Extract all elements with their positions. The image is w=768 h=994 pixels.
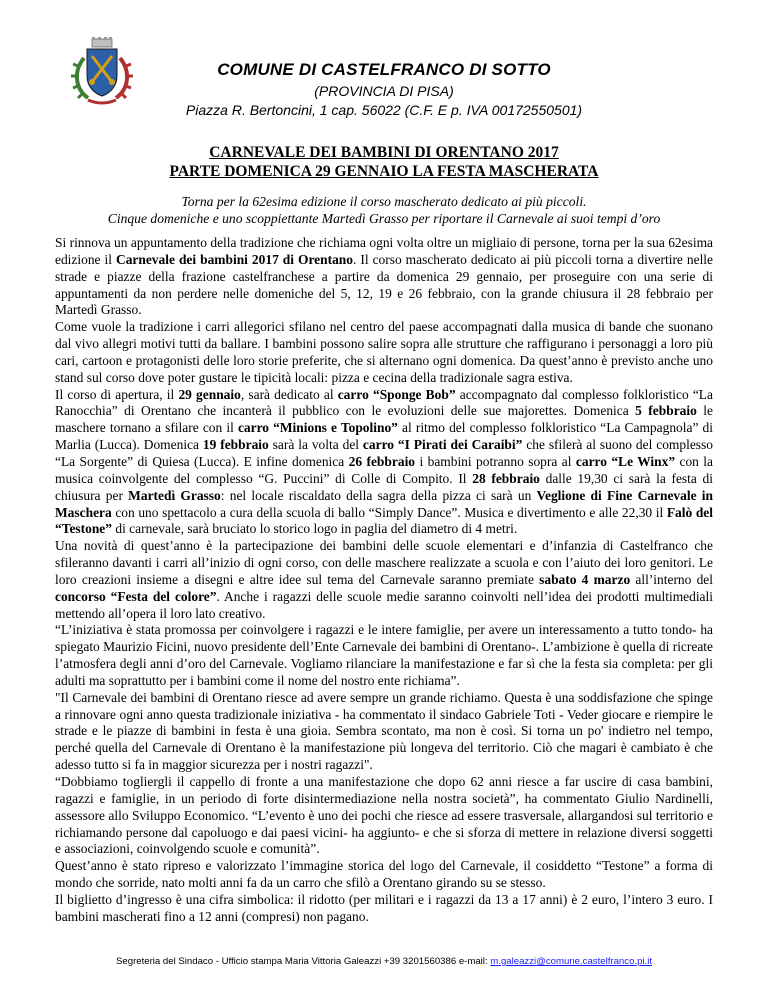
address-line: Piazza R. Bertoncini, 1 cap. 56022 (C.F. E p. IVA 00172550501) bbox=[185, 102, 583, 118]
paragraph: Una novità di quest’anno è la partecipazione dei bambini delle scuole elementari e d’infanzia di Castelfranco che sfileranno davanti i carri all’inizio di ogni corso, con delle maschere realizzate a scuola e con l’aiuto dei loro genitori. Le loro creazioni insieme a disegni e altre idee sul tema del Carnevale saranno premiate sabato 4 marzo all’interno del concorso “Festa del colore”. Anche i ragazzi delle scuole medie saranno coinvolti nell’idea dei prodotti multimediali mettendo all’opera il loro lato creativo. bbox=[55, 538, 713, 621]
title-line-1: CARNEVALE DEI BAMBINI DI ORENTANO 2017 bbox=[209, 144, 559, 161]
article-body bbox=[55, 235, 713, 926]
letterhead bbox=[120, 60, 648, 120]
paragraph: Come vuole la tradizione i carri allegorici sfilano nel centro del paese accompagnati dalla musica di bande che suonano dal vivo allegri motivi tutti da ballare. I bambini possono salire sopra alle strutture che raffigurano i personaggi a loro più cari, cartoon e protagonisti delle loro storie preferite, che si alternano ogni domenica. Da quest’anno è previsto anche uno stand sul corso dove poter gustare le tipicità locali: pizza e cecina della tradizionale sagra estiva. bbox=[55, 319, 713, 385]
paragraph: Il corso di apertura, il 29 gennaio, sarà dedicato al carro “Sponge Bob” accompagnato dal complesso folkloristico “La Ranocchia” di Orentano che incanterà il pubblico con le evoluzioni delle sue majorettes. Domenica 5 febbraio le maschere tornano a sfilare con il carro “Minions e Topolino” al ritmo del complesso folkloristico “La Campagnola” di Marlia (Lucca). Domenica 19 febbraio sarà la volta del carro “I Pirati dei Caraibi” che sfilerà al suono del complesso “La Sorgente” di Quiesa (Lucca). E infine domenica 26 febbraio i bambini potranno sopra al carro “Le Winx” con la musica coinvolgente del complesso “G. Puccini” di Colle di Compito. Il 28 febbraio dalle 19,30 ci sarà la festa di chiusura per Martedì Grasso: nel locale riscaldato della sagra della pizza ci sarà un Veglione di Fine Carnevale in Maschera con uno spettacolo a cura della scuola di ballo “Simply Dance”. Musica e divertimento e alle 22,30 il Falò del “Testone” di carnevale, sarà bruciato lo storico logo in paglia del diametro di 4 metri. bbox=[55, 386, 714, 537]
paragraph: “Dobbiamo togliergli il cappello di fronte a una manifestazione che dopo 62 anni riesce a far uscire di casa bambini, ragazzi e famiglie, in un periodo di forte disintermediazione nella nostra società”, ha commentato Giulio Nardinelli, assessore allo Sviluppo Economico. “L’evento è uno dei pochi che riesce ad essere trasversale, allargandosi sul territorio e richiamando persone dal capoluogo e dai paesi vicini- ha aggiunto- e che si sforza di mettere in relazione diversi soggetti e associazioni, coinvolgendo scuole e comunità”. bbox=[55, 774, 713, 857]
paragraph: "Il Carnevale dei bambini di Orentano riesce ad avere sempre un grande richiamo. Questa è una soddisfazione che spinge a rinnovare ogni anno questa tradizionale iniziativa - ha commentato il sindaco Gabriele Toti - Veder giocare e riempire le strade e le piazze di bambini in festa è una gioia. Sembra scontato, ma non è così. Si torna un po' indietro nel tempo, perché quella del Carnevale di Orentano è la manifestazione più longeva del territorio. Ciò che magari è cambiato è che adesso tutto si fa in maggior sicurezza per i nostri ragazzi". bbox=[55, 689, 713, 773]
footer-contact: Segreteria del Sindaco - Ufficio stampa Maria Vittoria Galeazzi +39 3201560386 e-mail: bbox=[116, 956, 491, 967]
paragraph: Il biglietto d’ingresso è una cifra simbolica: il ridotto (per militari e i ragazzi da 13 a 17 anni) è 2 euro, l’intero 3 euro. I bambini mascherati fino a 12 anni (compresi) non pagano. bbox=[55, 891, 713, 924]
subtitle-line-2: Cinque domeniche e uno scoppiettante Martedì Grasso per riportare il Carnevale ai suoi tempi d’oro bbox=[107, 211, 661, 226]
province-line: (PROVINCIA DI PISA) bbox=[314, 83, 454, 99]
paragraph: Si rinnova un appuntamento della tradizione che richiama ogni volta oltre un migliaio di persone, torna per la sua 62esima edizione il Carnevale dei bambini 2017 di Orentano. Il corso mascherato dedicato ai più piccoli torna a divertire nelle strade e piazze della frazione castelfranchese a partire da domenica 29 gennaio, per proseguire con una serie di appuntamenti da non perdere nelle domeniche del 5, 12, 19 e 26 febbraio, con la grande chiusura il 28 febbraio per Martedì Grasso. bbox=[55, 235, 714, 318]
page-footer bbox=[55, 956, 713, 967]
municipality-name: COMUNE DI CASTELFRANCO DI SOTTO bbox=[217, 60, 551, 79]
paragraph: Quest’anno è stato ripreso e valorizzato l’immagine storica del logo del Carnevale, il cosiddetto “Testone” a forma di mondo che sorride, nato molti anni fa da un carro che sfilò a Orentano girando su se stesso. bbox=[55, 858, 713, 891]
subtitle-line-1: Torna per la 62esima edizione il corso mascherato dedicato ai più piccoli. bbox=[181, 194, 587, 209]
footer-email-link[interactable]: m.galeazzi@comune.castelfranco.pi.it bbox=[490, 956, 652, 967]
article-title bbox=[40, 143, 728, 181]
article-subtitle bbox=[40, 193, 728, 227]
title-line-2: PARTE DOMENICA 29 GENNAIO LA FESTA MASCHERATA bbox=[169, 163, 599, 180]
paragraph: “L’iniziativa è stata promossa per coinvolgere i ragazzi e le intere famiglie, per avere un interessamento a tutto tondo- ha spiegato Maurizio Ficini, nuovo presidente dell’Ente Carnevale dei bambini di Orentano-. L’ambizione è quella di ricreate l’atmosfera degli anni d’oro del Carnevale. Vogliamo rilanciare la manifestazione e far sì che la festa sia completa: per gli adulti ma soprattutto per i bambini come il nome del nostro ente richiama”. bbox=[55, 622, 713, 688]
